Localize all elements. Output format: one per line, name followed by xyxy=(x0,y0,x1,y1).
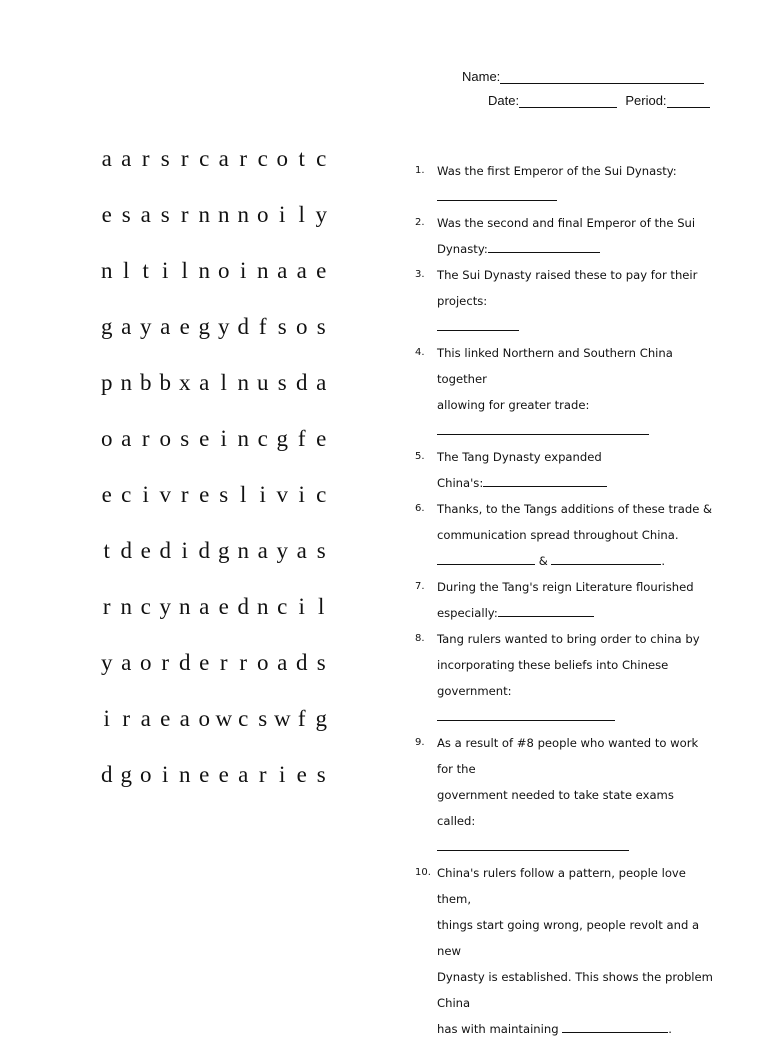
grid-letter[interactable]: s xyxy=(258,706,268,731)
grid-row xyxy=(97,422,347,478)
grid-letter[interactable]: r xyxy=(219,650,228,675)
grid-letter[interactable]: f xyxy=(297,706,306,731)
grid-letter[interactable]: i xyxy=(142,482,149,507)
grid-letter[interactable]: e xyxy=(140,538,151,563)
grid-letter[interactable]: l xyxy=(318,594,325,619)
grid-letter[interactable]: a xyxy=(101,146,112,171)
grid-letter[interactable]: i xyxy=(259,482,266,507)
question-text: The Sui Dynasty raised these to pay for their projects: xyxy=(437,268,698,308)
grid-letter[interactable]: g xyxy=(276,426,288,451)
grid-letter[interactable]: n xyxy=(237,370,249,395)
answer-blank[interactable] xyxy=(437,836,629,851)
grid-letter[interactable]: s xyxy=(277,370,287,395)
grid-letter[interactable]: w xyxy=(215,706,233,731)
question-text-cont: things start going wrong, people revolt and a new xyxy=(437,918,700,958)
date-period-row xyxy=(400,86,710,108)
name-row xyxy=(400,62,710,84)
grid-letter[interactable]: y xyxy=(218,314,230,339)
grid-letter[interactable]: r xyxy=(180,146,189,171)
question-text: Tang rulers wanted to bring order to china by xyxy=(437,632,700,646)
grid-row xyxy=(97,758,347,814)
grid-letter[interactable]: a xyxy=(277,258,288,283)
grid-letter[interactable]: g xyxy=(315,706,327,731)
answer-blank[interactable] xyxy=(437,420,649,435)
question-8 xyxy=(415,626,715,730)
grid-letter[interactable]: l xyxy=(123,258,130,283)
grid-letter[interactable]: y xyxy=(140,314,152,339)
grid-letter[interactable]: a xyxy=(316,370,327,395)
grid-letter[interactable]: e xyxy=(296,762,307,787)
grid-row xyxy=(97,366,347,422)
grid-letter[interactable]: s xyxy=(277,314,287,339)
grid-letter[interactable]: s xyxy=(160,202,170,227)
grid-letter[interactable]: o xyxy=(140,650,152,675)
grid-letter[interactable]: e xyxy=(316,258,327,283)
name-label: Name: xyxy=(462,69,501,84)
grid-letter[interactable]: e xyxy=(316,426,327,451)
grid-letter[interactable]: n xyxy=(237,202,249,227)
question-text-cont: especially: xyxy=(437,606,498,620)
grid-row xyxy=(97,534,347,590)
grid-letter[interactable]: y xyxy=(276,538,288,563)
grid-letter[interactable]: d xyxy=(237,314,249,339)
question-text: This linked Northern and Southern China together xyxy=(437,346,673,386)
period-mark: . xyxy=(668,1022,672,1036)
grid-letter[interactable]: o xyxy=(140,762,152,787)
question-number: 8. xyxy=(415,633,425,644)
grid-letter[interactable]: r xyxy=(141,146,150,171)
grid-letter[interactable]: n xyxy=(120,594,132,619)
grid-letter[interactable]: d xyxy=(198,538,210,563)
grid-letter[interactable]: a xyxy=(296,258,307,283)
grid-letter[interactable]: e xyxy=(199,482,210,507)
grid-letter[interactable]: a xyxy=(257,538,268,563)
grid-letter[interactable]: r xyxy=(180,202,189,227)
grid-letter[interactable]: o xyxy=(257,650,269,675)
answer-blank[interactable] xyxy=(437,186,557,201)
grid-letter[interactable]: i xyxy=(162,258,169,283)
grid-letter[interactable]: y xyxy=(159,594,171,619)
grid-letter[interactable]: e xyxy=(199,762,210,787)
question-text-cont: Dynasty is established. This shows the problem China xyxy=(437,970,713,1010)
question-3 xyxy=(415,262,715,340)
question-list xyxy=(415,158,715,1042)
grid-letter[interactable]: o xyxy=(101,426,113,451)
grid-letter[interactable]: s xyxy=(160,146,170,171)
question-text: Thanks, to the Tangs additions of these trade & xyxy=(437,502,713,516)
question-number: 9. xyxy=(415,737,425,748)
grid-letter[interactable]: c xyxy=(316,146,327,171)
name-field[interactable] xyxy=(500,68,704,84)
grid-letter[interactable]: e xyxy=(199,650,210,675)
grid-letter[interactable]: n xyxy=(218,202,230,227)
grid-letter[interactable]: g xyxy=(101,314,113,339)
grid-letter[interactable]: o xyxy=(257,202,269,227)
grid-letter[interactable]: b xyxy=(140,370,152,395)
grid-letter[interactable]: s xyxy=(316,762,326,787)
grid-letter[interactable]: d xyxy=(296,370,308,395)
grid-letter[interactable]: a xyxy=(121,314,132,339)
grid-letter[interactable]: a xyxy=(121,426,132,451)
date-label: Date: xyxy=(488,93,520,108)
grid-letter[interactable]: a xyxy=(140,202,151,227)
grid-letter[interactable]: r xyxy=(122,706,131,731)
grid-letter[interactable]: n xyxy=(198,202,210,227)
grid-letter[interactable]: w xyxy=(273,706,291,731)
question-9 xyxy=(415,730,715,860)
grid-letter[interactable]: e xyxy=(199,426,210,451)
grid-letter[interactable]: g xyxy=(198,314,210,339)
answer-blank-b[interactable] xyxy=(551,550,661,565)
grid-letter[interactable]: a xyxy=(121,650,132,675)
grid-letter[interactable]: d xyxy=(237,594,249,619)
question-text-cont: allowing for greater trade: xyxy=(437,398,590,412)
answer-blank[interactable] xyxy=(437,706,615,721)
grid-letter[interactable]: c xyxy=(199,146,210,171)
question-text-cont: incorporating these beliefs into Chinese government: xyxy=(437,658,669,698)
grid-letter[interactable]: b xyxy=(159,370,171,395)
grid-row xyxy=(97,702,347,758)
question-text: Was the first Emperor of the Sui Dynasty: xyxy=(437,164,677,178)
answer-blank[interactable] xyxy=(498,602,594,617)
grid-letter[interactable]: s xyxy=(121,202,131,227)
period-label: Period: xyxy=(625,93,667,108)
question-5 xyxy=(415,444,715,496)
question-text: Was the second and final Emperor of the Sui xyxy=(437,216,696,230)
question-text-cont: Dynasty: xyxy=(437,242,488,256)
grid-letter[interactable]: n xyxy=(257,258,269,283)
grid-row xyxy=(97,646,347,702)
grid-letter[interactable]: d xyxy=(120,538,132,563)
grid-letter[interactable]: u xyxy=(257,370,269,395)
grid-letter[interactable]: l xyxy=(298,202,305,227)
period-mark: . xyxy=(661,554,666,568)
question-number: 6. xyxy=(415,503,425,514)
grid-letter[interactable]: e xyxy=(101,202,112,227)
grid-letter[interactable]: a xyxy=(238,762,249,787)
worksheet-header xyxy=(400,62,710,108)
grid-letter[interactable]: o xyxy=(198,706,210,731)
grid-letter[interactable]: r xyxy=(102,594,111,619)
grid-letter[interactable]: c xyxy=(257,426,268,451)
question-number: 7. xyxy=(415,581,425,592)
word-search-grid xyxy=(97,142,347,814)
question-number: 4. xyxy=(415,347,425,358)
question-text-cont: communication spread throughout China. xyxy=(437,528,679,542)
question-number: 10. xyxy=(415,867,431,878)
grid-letter[interactable]: r xyxy=(239,146,248,171)
grid-letter[interactable]: r xyxy=(180,482,189,507)
answer-blank[interactable] xyxy=(437,316,519,331)
grid-letter[interactable]: r xyxy=(239,650,248,675)
grid-letter[interactable]: i xyxy=(298,594,305,619)
grid-letter[interactable]: x xyxy=(179,370,191,395)
grid-letter[interactable]: d xyxy=(101,762,113,787)
grid-letter[interactable]: s xyxy=(316,650,326,675)
grid-letter[interactable]: n xyxy=(179,762,191,787)
grid-letter[interactable]: a xyxy=(140,706,151,731)
question-text: As a result of #8 people who wanted to work for the xyxy=(437,736,699,776)
question-text-cont: China's: xyxy=(437,476,484,490)
question-4 xyxy=(415,340,715,444)
ampersand: & xyxy=(538,554,548,568)
grid-letter[interactable]: f xyxy=(258,314,267,339)
question-number: 2. xyxy=(415,217,425,228)
grid-letter[interactable]: a xyxy=(277,650,288,675)
grid-letter[interactable]: t xyxy=(142,258,149,283)
grid-letter[interactable]: c xyxy=(277,594,288,619)
grid-letter[interactable]: s xyxy=(316,538,326,563)
grid-letter[interactable]: s xyxy=(180,426,190,451)
grid-letter[interactable]: s xyxy=(219,482,229,507)
question-text-cont: government needed to take state exams called: xyxy=(437,788,674,828)
question-6 xyxy=(415,496,715,574)
grid-letter[interactable]: n xyxy=(101,258,113,283)
grid-letter[interactable]: o xyxy=(296,314,308,339)
period-field[interactable] xyxy=(667,92,710,108)
grid-letter[interactable]: c xyxy=(316,482,327,507)
grid-letter[interactable]: s xyxy=(316,314,326,339)
grid-letter[interactable]: o xyxy=(276,146,288,171)
answer-blank-a[interactable] xyxy=(437,550,535,565)
grid-letter[interactable]: g xyxy=(218,538,230,563)
grid-letter[interactable]: a xyxy=(199,594,210,619)
grid-letter[interactable]: r xyxy=(141,426,150,451)
grid-letter[interactable]: i xyxy=(103,706,110,731)
question-text: The Tang Dynasty expanded xyxy=(437,450,602,464)
question-text: China's rulers follow a pattern, people love them, xyxy=(437,866,686,906)
answer-blank[interactable] xyxy=(483,472,607,487)
grid-letter[interactable]: l xyxy=(181,258,188,283)
grid-letter[interactable]: d xyxy=(296,650,308,675)
grid-letter[interactable]: t xyxy=(298,146,305,171)
grid-letter[interactable]: e xyxy=(179,314,190,339)
date-field[interactable] xyxy=(519,92,617,108)
grid-letter[interactable]: l xyxy=(240,482,247,507)
answer-blank[interactable] xyxy=(562,1018,668,1033)
question-number: 3. xyxy=(415,269,425,280)
grid-letter[interactable]: c xyxy=(238,706,249,731)
grid-letter[interactable]: n xyxy=(120,370,132,395)
grid-letter[interactable]: a xyxy=(296,538,307,563)
grid-letter[interactable]: a xyxy=(160,314,171,339)
grid-row xyxy=(97,254,347,310)
grid-letter[interactable]: e xyxy=(160,706,171,731)
grid-letter[interactable]: d xyxy=(159,538,171,563)
grid-row xyxy=(97,590,347,646)
grid-letter[interactable]: i xyxy=(279,202,286,227)
grid-letter[interactable]: p xyxy=(101,370,113,395)
question-1 xyxy=(415,158,715,210)
grid-letter[interactable]: r xyxy=(258,762,267,787)
question-number: 1. xyxy=(415,165,425,176)
grid-letter[interactable]: y xyxy=(315,202,327,227)
grid-letter[interactable]: n xyxy=(198,258,210,283)
question-10 xyxy=(415,860,715,1042)
grid-letter[interactable]: e xyxy=(101,482,112,507)
question-number: 5. xyxy=(415,451,425,462)
grid-letter[interactable]: a xyxy=(218,146,229,171)
grid-letter[interactable]: i xyxy=(240,258,247,283)
grid-row xyxy=(97,478,347,534)
grid-letter[interactable]: c xyxy=(257,146,268,171)
grid-letter[interactable]: e xyxy=(218,594,229,619)
grid-letter[interactable]: o xyxy=(218,258,230,283)
grid-letter[interactable]: i xyxy=(298,482,305,507)
grid-letter[interactable]: a xyxy=(199,370,210,395)
grid-letter[interactable]: t xyxy=(103,538,110,563)
grid-letter[interactable]: n xyxy=(257,594,269,619)
question-text-cont: has with maintaining xyxy=(437,1022,559,1036)
answer-blank[interactable] xyxy=(488,238,600,253)
grid-letter[interactable]: i xyxy=(181,538,188,563)
grid-letter[interactable]: a xyxy=(121,146,132,171)
grid-row xyxy=(97,142,347,198)
grid-letter[interactable]: e xyxy=(218,762,229,787)
question-text: During the Tang's reign Literature flourished xyxy=(437,580,694,594)
grid-letter[interactable]: v xyxy=(159,482,171,507)
grid-letter[interactable]: i xyxy=(279,762,286,787)
grid-letter[interactable]: d xyxy=(179,650,191,675)
grid-letter[interactable]: n xyxy=(237,538,249,563)
grid-letter[interactable]: i xyxy=(220,426,227,451)
grid-letter[interactable]: n xyxy=(237,426,249,451)
grid-letter[interactable]: o xyxy=(159,426,171,451)
grid-letter[interactable]: n xyxy=(179,594,191,619)
grid-letter[interactable]: g xyxy=(120,762,132,787)
grid-row xyxy=(97,198,347,254)
grid-letter[interactable]: v xyxy=(276,482,288,507)
grid-letter[interactable]: c xyxy=(121,482,132,507)
question-7 xyxy=(415,574,715,626)
grid-letter[interactable]: l xyxy=(220,370,227,395)
grid-letter[interactable]: f xyxy=(297,426,306,451)
grid-letter[interactable]: c xyxy=(140,594,151,619)
grid-letter[interactable]: a xyxy=(179,706,190,731)
question-2 xyxy=(415,210,715,262)
grid-letter[interactable]: r xyxy=(161,650,170,675)
grid-letter[interactable]: i xyxy=(162,762,169,787)
grid-letter[interactable]: y xyxy=(101,650,113,675)
grid-row xyxy=(97,310,347,366)
